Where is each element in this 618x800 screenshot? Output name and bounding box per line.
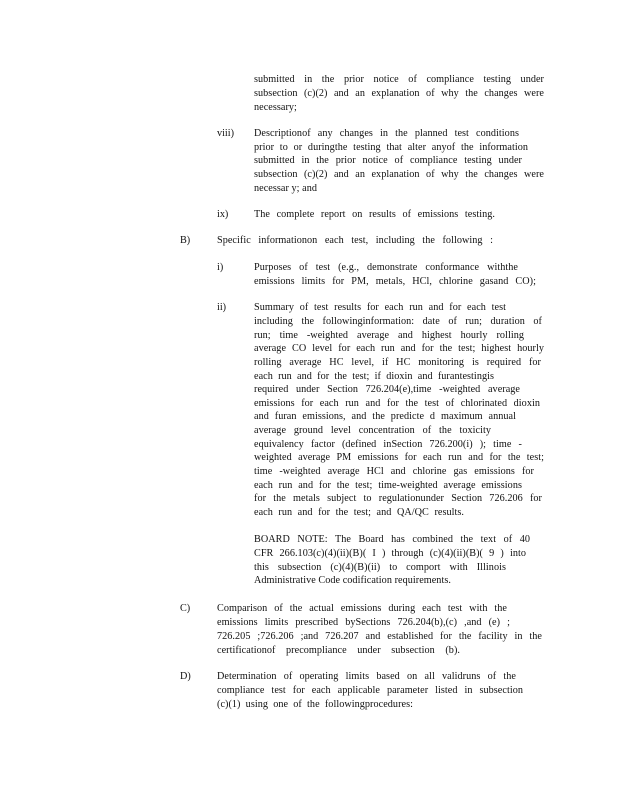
- text-line: Specific informationon each test, including the following :: [217, 235, 493, 246]
- text-line: for the metals subject to regulationunder Section 726.206 for: [254, 493, 542, 504]
- text-line: The complete report on results of emissions testing.: [254, 209, 495, 220]
- text-line: equivalency factor (defined inSection 726.200(i) ); time -: [254, 439, 522, 450]
- text-line: Comparison of the actual emissions during each test with the: [217, 603, 507, 614]
- text-line: prior to or duringthe testing that alter anyof the information: [254, 142, 528, 153]
- text-line: compliance test for each applicable parameter listed in subsection: [217, 685, 523, 696]
- text-line: each run and for the test; time-weighted average emissions: [254, 480, 522, 491]
- text-line: required under Section 726.204(e),time -weighted average: [254, 384, 520, 395]
- text-line: each run and for the test; if dioxin and furantestingis: [254, 371, 494, 382]
- text-line: necessary;: [254, 102, 297, 113]
- item-label-viii: viii): [217, 128, 234, 139]
- text-line: Purposes of test (e.g., demonstrate conformance withthe: [254, 262, 518, 273]
- section-label-c: C): [180, 603, 191, 614]
- text-line: weighted average PM emissions for each run and for the test;: [254, 452, 544, 463]
- text-line: time -weighted average HCl and chlorine gas emissions for: [254, 466, 534, 477]
- text-line: average ground level concentration of the toxicity: [254, 425, 491, 436]
- text-line: emissions limits for PM, metals, HCl, chlorine gasand CO);: [254, 276, 536, 287]
- text-line: each run and for the test; and QA/QC results.: [254, 507, 464, 518]
- text-line: necessar y; and: [254, 183, 317, 194]
- board-note-line: Administrative Code codification requirements.: [254, 575, 451, 586]
- text-line: rolling average HC level, if HC monitoring is required for: [254, 357, 541, 368]
- board-note-line: BOARD NOTE: The Board has combined the text of 40: [254, 534, 530, 545]
- text-line: run; time -weighted average and highest hourly rolling: [254, 330, 524, 341]
- text-line: including the followinginformation: date of run; duration of: [254, 316, 542, 327]
- text-line: average CO level for each run and for the test; highest hourly: [254, 343, 544, 354]
- text-line: submitted in the prior notice of compliance testing under: [254, 155, 522, 166]
- text-line: Descriptionof any changes in the planned test conditions: [254, 128, 519, 139]
- section-label-d: D): [180, 671, 191, 682]
- section-label-b: B): [180, 235, 191, 246]
- item-label-ix: ix): [217, 209, 229, 220]
- board-note-line: this subsection (c)(4)(B)(ii) to comport with Illinois: [254, 562, 506, 573]
- text-line: 726.205 ;726.206 ;and 726.207 and established for the facility in the: [217, 631, 542, 642]
- board-note-line: CFR 266.103(c)(4)(ii)(B)( I ) through (c)(4)(ii)(B)( 9 ) into: [254, 548, 526, 559]
- text-line: emissions for each run and for the test of chlorinated dioxin: [254, 398, 540, 409]
- text-line: submitted in the prior notice of compliance testing under: [254, 74, 544, 85]
- item-label-ii: ii): [217, 302, 227, 313]
- text-line: (c)(1) using one of the followingprocedures:: [217, 699, 413, 710]
- text-line: certificationof precompliance under subsection (b).: [217, 645, 460, 656]
- item-label-i: i): [217, 262, 224, 273]
- text-line: Summary of test results for each run and for each test: [254, 302, 506, 313]
- text-line: Determination of operating limits based on all validruns of the: [217, 671, 516, 682]
- text-line: emissions limits prescribed bySections 726.204(b),(c) ,and (e) ;: [217, 617, 510, 628]
- text-line: and furan emissions, and the predicte d maximum annual: [254, 411, 516, 422]
- text-line: subsection (c)(2) and an explanation of why the changes were: [254, 169, 544, 180]
- text-line: subsection (c)(2) and an explanation of why the changes were: [254, 88, 544, 99]
